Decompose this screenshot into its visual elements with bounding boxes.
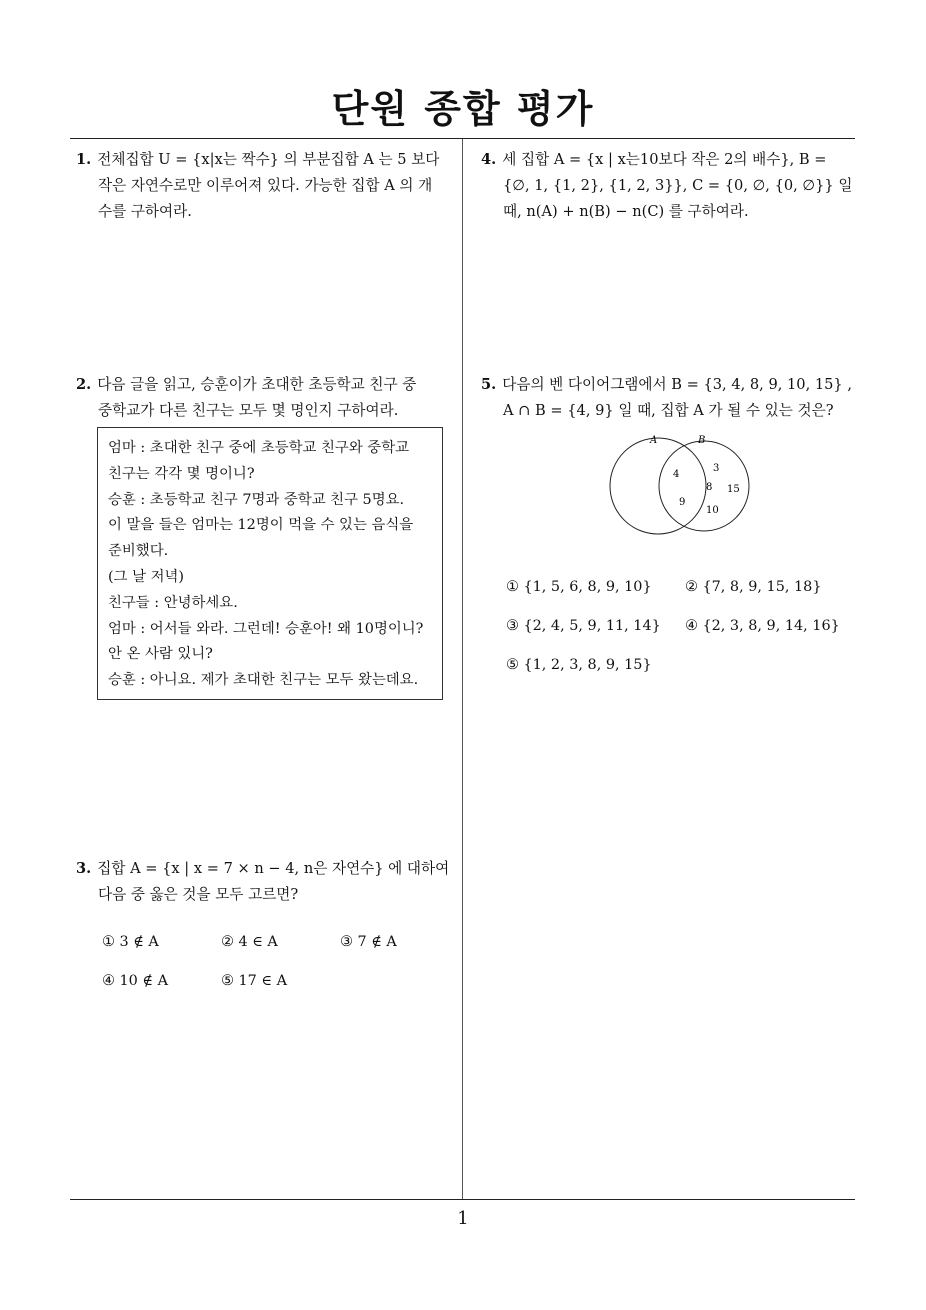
question-text-line: 집합 A = {x | x = 7 × n − 4, n은 자연수} 에 대하여: [97, 860, 450, 877]
question-5: [481, 372, 861, 424]
page-number: 1: [457, 1208, 469, 1229]
venn-diagram: [600, 430, 760, 540]
choice-3[interactable]: ③ {2, 4, 5, 9, 11, 14}: [506, 618, 661, 634]
dialogue-line: 엄마 : 초대한 친구 중에 초등학교 친구와 중학교: [108, 440, 409, 456]
question-text-line: 다음 글을 읽고, 승훈이가 초대한 초등학교 친구 중: [97, 376, 417, 393]
question-4: [481, 147, 861, 225]
question-text-line: 다음 중 옳은 것을 모두 고르면?: [98, 886, 299, 903]
question-text-line: 다음의 벤 다이어그램에서 B = {3, 4, 8, 9, 10, 15} ,: [502, 376, 852, 393]
set-b-label: B: [698, 435, 706, 446]
choice-1[interactable]: ① {1, 5, 6, 8, 9, 10}: [506, 579, 652, 595]
choice-1[interactable]: ① 3 ∉ A: [102, 934, 159, 950]
question-text-line: 세 집합 A = {x | x는10보다 작은 2의 배수}, B =: [502, 151, 827, 168]
choice-2[interactable]: ② {7, 8, 9, 15, 18}: [685, 579, 822, 595]
question-text-line: 수를 구하여라.: [98, 203, 192, 220]
question-2: [76, 372, 456, 424]
dialogue-line: 이 말을 들은 엄마는 12명이 먹을 수 있는 음식을: [108, 517, 414, 534]
choice-2[interactable]: ② 4 ∈ A: [221, 934, 278, 950]
dialogue-line: 안 온 사람 있니?: [108, 646, 213, 663]
question-text-line: {∅, 1, {1, 2}, {1, 2, 3}}, C = {0, ∅, {0, ∅}} 일: [503, 177, 853, 194]
question-text-line: A ∩ B = {4, 9} 일 때, 집합 A 가 될 수 있는 것은?: [503, 402, 834, 419]
choice-4[interactable]: ④ 10 ∉ A: [102, 973, 168, 989]
venn-element: 8: [706, 482, 713, 493]
venn-element: 3: [713, 463, 720, 474]
dialogue-box: [97, 427, 443, 700]
question-number: 2.: [76, 376, 92, 393]
question-number: 5.: [481, 376, 497, 393]
bottom-rule: [70, 1199, 855, 1200]
question-3: [76, 856, 456, 908]
venn-element: 10: [706, 505, 719, 516]
dialogue-line: 승훈 : 초등학교 친구 7명과 중학교 친구 5명요.: [108, 491, 405, 508]
question-number: 3.: [76, 860, 92, 877]
dialogue-line: 승훈 : 아니요. 제가 초대한 친구는 모두 왔는데요.: [108, 672, 419, 689]
question-number: 4.: [481, 151, 497, 168]
venn-element: 15: [727, 484, 740, 495]
page-title: 단원 종합 평가: [331, 87, 595, 131]
dialogue-line: 준비했다.: [108, 543, 169, 560]
question-text-line: 전체집합 U = {x|x는 짝수} 의 부분집합 A 는 5 보다: [97, 151, 440, 168]
venn-element: 9: [679, 497, 686, 508]
choice-5[interactable]: ⑤ 17 ∈ A: [221, 973, 287, 989]
dialogue-line: (그 날 저녁): [108, 568, 184, 585]
venn-element: 4: [673, 469, 680, 480]
choice-4[interactable]: ④ {2, 3, 8, 9, 14, 16}: [685, 618, 840, 634]
question-text-line: 작은 자연수로만 이루어져 있다. 가능한 집합 A 의 개: [98, 177, 433, 194]
set-a-label: A: [650, 435, 658, 446]
dialogue-line: 엄마 : 어서들 와라. 그런데! 승훈아! 왜 10명이니?: [108, 620, 424, 637]
question-1: [76, 147, 456, 225]
dialogue-line: 친구들 : 안녕하세요.: [108, 594, 238, 611]
choice-3[interactable]: ③ 7 ∉ A: [340, 934, 397, 950]
question-text-line: 때, n(A) + n(B) − n(C) 를 구하여라.: [503, 203, 749, 220]
set-a-circle: [610, 438, 706, 534]
column-divider: [462, 139, 463, 1199]
question-number: 1.: [76, 151, 92, 168]
dialogue-line: 친구는 각각 몇 명이니?: [108, 465, 255, 482]
question-text-line: 중학교가 다른 친구는 모두 몇 명인지 구하여라.: [98, 402, 399, 419]
choice-5[interactable]: ⑤ {1, 2, 3, 8, 9, 15}: [506, 657, 652, 673]
